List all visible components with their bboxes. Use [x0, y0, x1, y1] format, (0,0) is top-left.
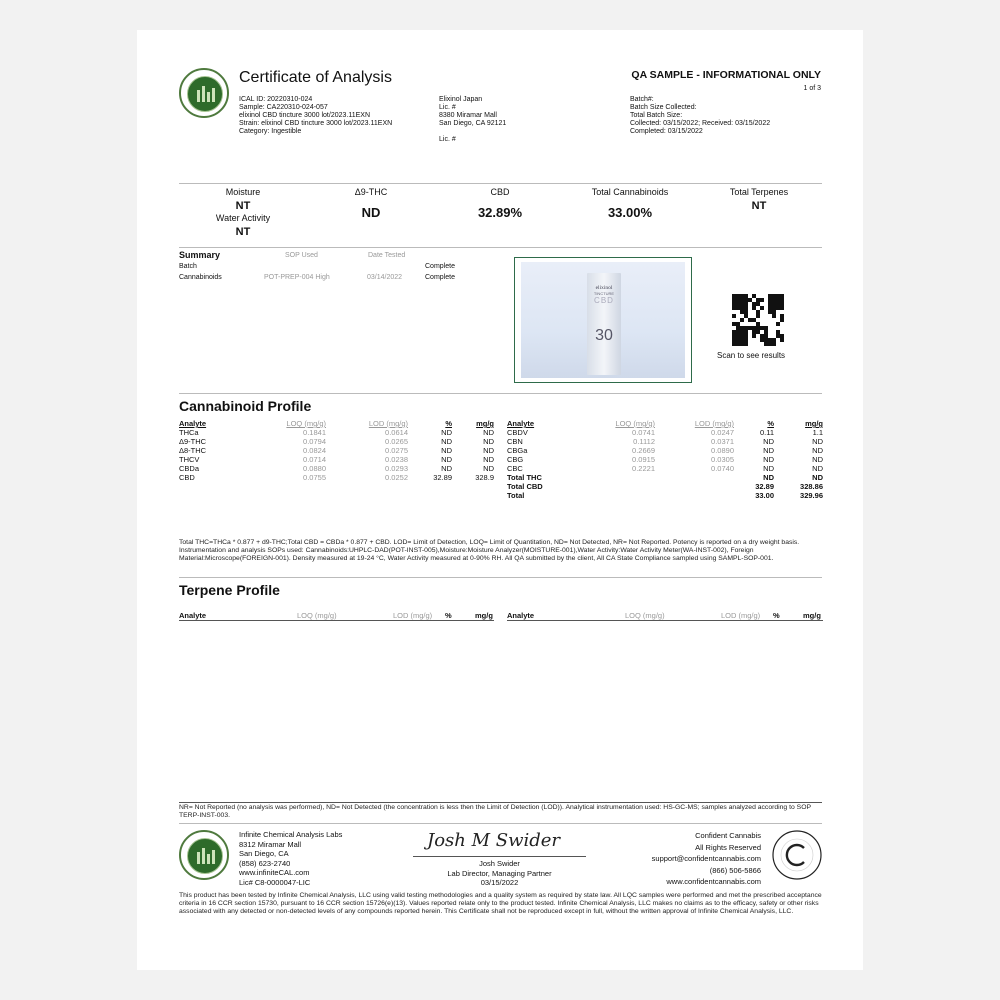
cell-loq: 0.0915	[632, 455, 655, 464]
header-loq: LOQ (mg/g)	[297, 611, 337, 620]
lab-contact	[239, 830, 342, 887]
sample-category: Category: Ingestible	[239, 128, 302, 135]
cell-loq: 0.2669	[632, 446, 655, 455]
cell-loq: 0.0741	[632, 428, 655, 437]
cell-lod: 0.0265	[385, 437, 408, 446]
table-row	[507, 464, 823, 473]
header-lod: LOD (mg/g)	[721, 611, 761, 620]
cell-lod: 0.0275	[385, 446, 408, 455]
cell-lod: 0.0371	[711, 437, 734, 446]
cell-mgg: ND	[812, 437, 823, 446]
total-row	[507, 482, 823, 491]
qr-module	[744, 342, 748, 346]
divider	[179, 802, 822, 803]
page-title: Certificate of Analysis	[239, 69, 392, 86]
batch-number: Batch#:	[630, 96, 654, 103]
divider	[179, 577, 822, 578]
d9thc-label: Δ9-THC	[354, 187, 388, 197]
signer-title: Lab Director, Managing Partner	[447, 868, 552, 878]
qr-module	[752, 334, 756, 338]
lab-city: San Diego, CA	[239, 849, 289, 858]
qr-module	[780, 318, 784, 322]
total-terpenes-label: Total Terpenes	[729, 187, 789, 197]
cell-analyte: Δ8-THC	[179, 446, 207, 455]
total-terpenes-block	[695, 187, 823, 213]
product-number-text: 30	[595, 327, 613, 344]
header-loq: LOQ (mg/g)	[615, 419, 655, 428]
cell-mgg: ND	[483, 446, 494, 455]
cc-rights: All Rights Reserved	[695, 842, 761, 852]
cell-percent: ND	[441, 428, 452, 437]
signature-line	[413, 856, 586, 857]
page-counter: 1 of 3	[803, 85, 821, 92]
lab-logo-icon	[179, 830, 229, 880]
total-terpenes-value: NT	[751, 200, 767, 212]
lab-phone: (858) 623-2740	[239, 858, 291, 868]
qr-module	[772, 342, 776, 346]
qr-module	[780, 338, 784, 342]
batch-completed-date: Completed: 03/15/2022	[630, 128, 703, 135]
cell-loq: 0.2221	[632, 464, 655, 473]
signer-block	[413, 859, 586, 888]
cell-lod	[655, 482, 734, 491]
coa-page	[137, 30, 863, 970]
cell-analyte: Total	[507, 491, 525, 500]
qr-module	[732, 314, 736, 318]
sample-strain: Strain: elixinol CBD tincture 3000 lot/2023.11EXN	[239, 120, 393, 127]
summary-row-batch-name: Batch	[179, 263, 197, 270]
cell-percent: ND	[763, 437, 774, 446]
lab-license: Lic# C8-0000047-LIC	[239, 877, 311, 887]
table-row	[179, 455, 494, 464]
cell-percent: ND	[763, 455, 774, 464]
product-box	[587, 273, 621, 375]
confident-cannabis-contact	[587, 830, 761, 888]
cc-email[interactable]: support@confidentcannabis.com	[651, 854, 761, 863]
terpene-header-underline	[507, 620, 823, 621]
terpene-profile-title: Terpene Profile	[179, 582, 280, 598]
cell-loq: 0.1112	[633, 437, 655, 446]
cell-mgg: ND	[483, 437, 494, 446]
cell-loq	[567, 473, 655, 482]
cbd-block	[435, 187, 565, 221]
header-percent: %	[445, 611, 452, 620]
cell-analyte: CBGa	[507, 446, 528, 455]
moisture-block	[179, 187, 307, 239]
cell-percent: 33.00	[755, 491, 774, 500]
cannabinoid-table-left	[179, 419, 494, 482]
lab-logo-icon	[179, 68, 229, 118]
header-lod: LOD (mg/g)	[694, 419, 734, 428]
product-sub-text: CBD	[594, 296, 614, 305]
header-analyte: Analyte	[507, 611, 535, 620]
qr-module	[776, 322, 780, 326]
cell-percent: 0.11	[759, 428, 774, 437]
total-cannabinoids-label: Total Cannabinoids	[591, 187, 669, 197]
qr-code-icon[interactable]	[732, 294, 784, 346]
cell-percent: 32.89	[755, 482, 774, 491]
cannabinoid-footnote: Total THC=THCa * 0.877 + d9-THC;Total CBD = CBDa * 0.877 + CBD. LOD= Limit of Detection, LOQ= Limit of Quantitation, ND= Not Detected, NR= Not Reported. Potency is reported on a dry weight basis. Instrumentation and analysis SOPs used: Cannabinoids:UHPLC-DAD(POT-INST-005),Moisture:Moisture Analyzer(MOISTURE-001),Water Activity:Water Activity Meter(WA-INST-002), Foreign Material:Microscope(FOREIGN-001). Density measured at 19-24 °C, Water Activity measured at 0-90% RH. All QA submitted by the client, All CA State Compliance sampled using SAMPL-SOP-001.	[179, 539, 800, 562]
terpene-footnote: NR= Not Reported (no analysis was performed), ND= Not Detected (the concentration is less then the Limit of Detection (LOD)). Analytical instrumentation used: HS-GC-MS; samples analyzed according to SOP TERP-INST-003.	[179, 804, 811, 819]
sample-id: Sample: CA220310-024-057	[239, 104, 328, 111]
cc-name: Confident Cannabis	[695, 831, 761, 840]
qa-sample-label: QA SAMPLE - INFORMATIONAL ONLY	[631, 69, 821, 81]
qr-module	[740, 318, 744, 322]
cell-lod: 0.0252	[385, 473, 408, 482]
product-brand-text: elixinol	[595, 285, 613, 291]
product-line-text: TINCTURE	[593, 291, 615, 296]
client-license: Lic. #	[439, 104, 456, 111]
d9thc-block	[307, 187, 435, 221]
table-row	[507, 428, 823, 437]
header-mgg: mg/g	[476, 419, 494, 428]
sample-info	[239, 96, 392, 136]
cell-loq: 0.1841	[303, 428, 326, 437]
cell-mgg: ND	[812, 455, 823, 464]
cell-loq: 0.0794	[303, 437, 326, 446]
cell-percent: ND	[441, 446, 452, 455]
qr-module	[780, 306, 784, 310]
table-row	[179, 437, 494, 446]
product-photo	[514, 257, 692, 383]
qr-module	[760, 298, 764, 302]
total-cannabinoids-block	[565, 187, 695, 221]
cell-mgg: 328.9	[475, 473, 494, 482]
batch-total-size: Total Batch Size:	[630, 112, 683, 119]
header-loq: LOQ (mg/g)	[625, 611, 665, 620]
cell-mgg: 328.86	[800, 482, 823, 491]
cell-loq: 0.0755	[303, 473, 326, 482]
header-loq: LOQ (mg/g)	[286, 419, 326, 428]
summary-title: Summary	[179, 250, 221, 260]
cell-loq: 0.0880	[303, 464, 326, 473]
water-activity-value: NT	[235, 226, 251, 238]
cell-percent: ND	[763, 473, 774, 482]
header-lod: LOD (mg/g)	[393, 611, 433, 620]
cell-analyte: CBD	[179, 473, 195, 482]
cannabinoid-table-header	[179, 419, 494, 428]
table-row	[507, 437, 823, 446]
cc-website[interactable]: www.confidentcannabis.com	[666, 877, 761, 886]
divider	[179, 183, 822, 184]
summary-row-cannabinoids-status: Complete	[425, 274, 455, 281]
client-license-2: Lic. #	[439, 136, 456, 143]
cell-analyte: CBN	[507, 437, 523, 446]
divider	[179, 393, 822, 394]
summary-row-cannabinoids-name: Cannabinoids	[179, 274, 222, 281]
cell-analyte: Total CBD	[507, 482, 543, 491]
batch-info	[630, 96, 770, 136]
cell-mgg: 329.96	[800, 491, 823, 500]
ical-id: ICAL ID: 20220310-024	[239, 96, 313, 103]
divider	[179, 823, 822, 824]
qr-module	[760, 306, 764, 310]
summary-row-cannabinoids-date: 03/14/2022	[367, 274, 403, 281]
lab-address: 8312 Miramar Mall	[239, 839, 302, 849]
d9thc-value: ND	[361, 205, 381, 220]
cell-lod: 0.0247	[711, 428, 734, 437]
cell-mgg: ND	[812, 464, 823, 473]
water-activity-label: Water Activity	[215, 213, 271, 223]
cell-percent: ND	[441, 464, 452, 473]
batch-size-collected: Batch Size Collected:	[630, 104, 697, 111]
client-name: Elixinol Japan	[439, 96, 483, 103]
header-analyte: Analyte	[179, 611, 207, 620]
table-row	[179, 428, 494, 437]
table-row	[507, 455, 823, 464]
cbd-value: 32.89%	[477, 205, 523, 220]
cell-mgg: ND	[483, 464, 494, 473]
header-percent: %	[767, 419, 774, 428]
header-lod: LOD (mg/g)	[368, 419, 408, 428]
signer-name: Josh Swider	[479, 859, 520, 868]
header-percent: %	[445, 419, 452, 428]
batch-collected-date: Collected: 03/15/2022; Received: 03/15/2022	[630, 120, 771, 127]
moisture-value: NT	[235, 200, 251, 212]
header-analyte: Analyte	[179, 419, 207, 428]
table-row	[507, 446, 823, 455]
cell-loq	[567, 482, 655, 491]
cell-loq: 0.0824	[303, 446, 326, 455]
signature: Josh M Swider	[427, 830, 561, 851]
cell-percent: ND	[763, 446, 774, 455]
cell-lod: 0.0890	[711, 446, 734, 455]
lab-name: Infinite Chemical Analysis Labs	[239, 830, 343, 839]
summary-row-cannabinoids-sop: POT-PREP-004 High	[264, 274, 330, 281]
cbd-label: CBD	[490, 187, 510, 197]
cannabinoid-profile-title: Cannabinoid Profile	[179, 398, 312, 414]
client-city: San Diego, CA 92121	[439, 120, 507, 127]
cell-percent: ND	[441, 455, 452, 464]
header-analyte: Analyte	[507, 419, 535, 428]
cell-analyte: Δ9-THC	[179, 437, 207, 446]
cell-analyte: THCa	[179, 428, 199, 437]
cell-lod	[655, 473, 734, 482]
qr-module	[772, 314, 776, 318]
header-mgg: mg/g	[803, 611, 821, 620]
cell-lod: 0.0614	[385, 428, 408, 437]
cell-mgg: ND	[483, 455, 494, 464]
cell-analyte: CBG	[507, 455, 524, 464]
qr-caption: Scan to see results	[717, 351, 786, 360]
cell-percent: ND	[763, 464, 774, 473]
disclaimer: This product has been tested by Infinite Chemical Analysis, LLC using valid testing methodologies and a quality system as required by state law. All LQC samples were performed and met the prescribed acceptance criteria in 16 CCR section 15730, pursuant to 16 CCR section 15726(e)(13). Values reported relate only to the product tested. Infinite Chemical Analysis, LLC makes no claims as to the efficacy, safety or other risks associated with any detected or non-detected levels of any compounds reported herein. This Certificate shall not be reproduced except in full, without the written approval of Infinite Chemical Analysis, LLC.	[179, 892, 822, 915]
cell-mgg: ND	[812, 446, 823, 455]
cell-percent: 32.89	[433, 473, 452, 482]
cell-analyte: Total THC	[507, 473, 542, 482]
cell-loq: 0.0714	[303, 455, 326, 464]
sign-date: 03/15/2022	[480, 878, 519, 887]
lab-website[interactable]: www.infiniteCAL.com	[239, 868, 310, 877]
cell-lod: 0.0238	[385, 455, 408, 464]
client-info	[439, 96, 506, 144]
summary-col-sop: SOP Used	[285, 252, 318, 259]
confident-cannabis-logo-icon	[771, 829, 823, 881]
cell-mgg: ND	[812, 473, 823, 482]
qr-module	[756, 314, 760, 318]
summary-col-date: Date Tested	[368, 252, 406, 259]
cell-analyte: THCV	[179, 455, 200, 464]
header-mgg: mg/g	[475, 611, 493, 620]
total-cannabinoids-value: 33.00%	[607, 205, 653, 220]
client-address: 8380 Miramar Mall	[439, 112, 497, 119]
sample-product: elixinol CBD tincture 3000 lot/2023.11EXN	[239, 112, 371, 119]
header-percent: %	[773, 611, 780, 620]
table-row	[179, 473, 494, 482]
total-row	[507, 473, 823, 482]
cell-percent: ND	[441, 437, 452, 446]
cannabinoid-table-right	[507, 419, 823, 500]
total-row	[507, 491, 823, 500]
cell-lod	[655, 491, 734, 500]
header-mgg: mg/g	[805, 419, 823, 428]
moisture-label: Moisture	[225, 187, 261, 197]
table-row	[179, 464, 494, 473]
summary-row-batch-status: Complete	[425, 263, 455, 270]
cell-lod: 0.0305	[711, 455, 734, 464]
cell-mgg: ND	[483, 428, 494, 437]
cell-analyte: CBDa	[179, 464, 200, 473]
terpene-header-underline	[179, 620, 494, 621]
cell-lod: 0.0740	[711, 464, 734, 473]
cell-analyte: CBC	[507, 464, 523, 473]
divider	[179, 247, 822, 248]
cell-mgg: 1.1	[812, 428, 823, 437]
cc-phone: (866) 506-5866	[709, 865, 761, 875]
cell-loq	[567, 491, 655, 500]
table-row	[179, 446, 494, 455]
cell-analyte: CBDV	[507, 428, 528, 437]
cell-lod: 0.0293	[385, 464, 408, 473]
cannabinoid-table-header	[507, 419, 823, 428]
